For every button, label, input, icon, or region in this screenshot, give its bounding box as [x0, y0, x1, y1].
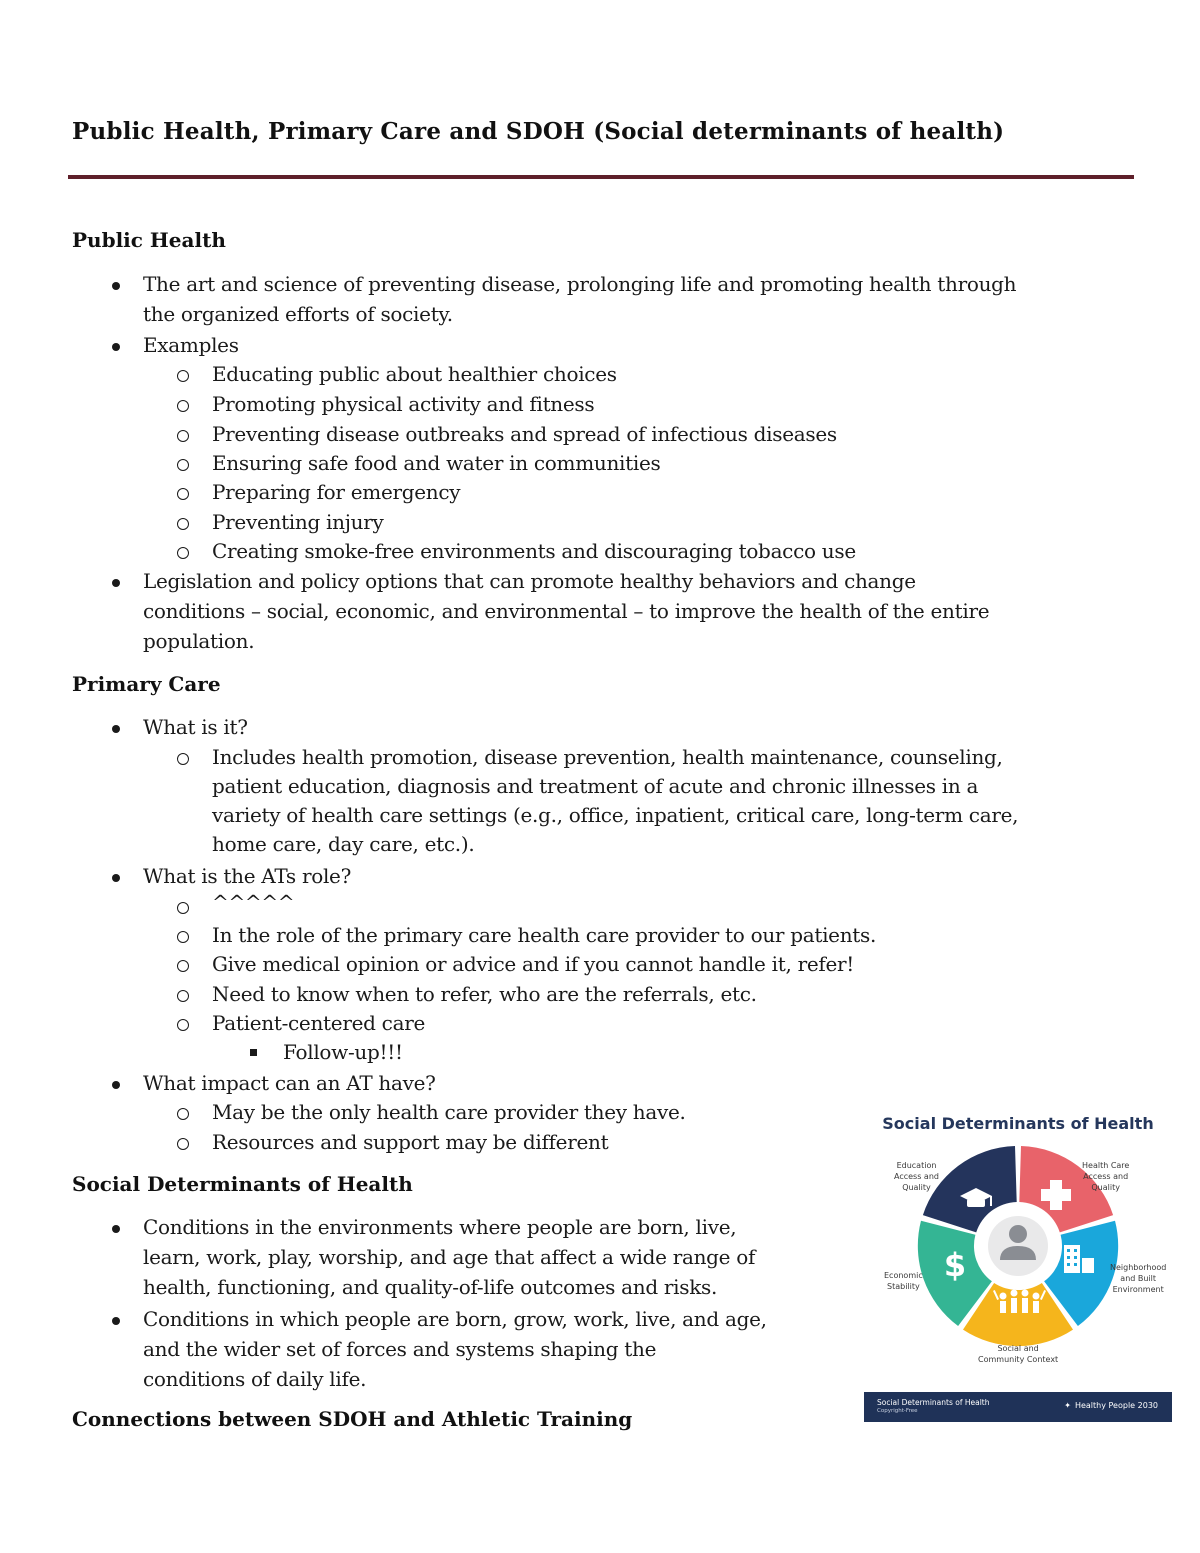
- impact-item: Resources and support may be different: [212, 1130, 609, 1154]
- bullet-icon: [112, 1317, 120, 1325]
- infographic-footer: [864, 1392, 1172, 1422]
- primary-care-definition-line: patient education, diagnosis and treatment of acute and chronic illnesses in a: [212, 774, 979, 798]
- bullet-icon: [112, 343, 120, 351]
- legislation-line: population.: [143, 629, 255, 653]
- sdoh-bullet-line: Conditions in the environments where people are born, live,: [143, 1215, 737, 1239]
- bullet-icon: [112, 725, 120, 733]
- sdoh-bullet-line: and the wider set of forces and systems shaping the: [143, 1337, 657, 1361]
- legislation-line: conditions – social, economic, and environmental – to improve the health of the entire: [143, 599, 990, 623]
- circle-bullet-icon: [177, 488, 189, 500]
- circle-bullet-icon: [177, 518, 189, 530]
- at-role-label: What is the ATs role?: [143, 864, 351, 888]
- example-item: Creating smoke-free environments and discouraging tobacco use: [212, 539, 856, 563]
- circle-bullet-icon: [177, 547, 189, 559]
- example-item: Preparing for emergency: [212, 480, 461, 504]
- role-item: Patient-centered care: [212, 1011, 425, 1035]
- role-item: Give medical opinion or advice and if you cannot handle it, refer!: [212, 952, 854, 976]
- example-item: Educating public about healthier choices: [212, 362, 617, 386]
- role-item: In the role of the primary care health care provider to our patients.: [212, 923, 877, 947]
- example-item: Promoting physical activity and fitness: [212, 392, 595, 416]
- label-social: Social and Community Context: [978, 1344, 1059, 1364]
- bullet-icon: [112, 874, 120, 882]
- bullet-icon: [112, 282, 120, 290]
- example-item: Ensuring safe food and water in communities: [212, 451, 661, 475]
- what-is-it-label: What is it?: [143, 715, 248, 739]
- label-neighborhood: Neighborhood and Built Environment: [1110, 1263, 1167, 1294]
- circle-bullet-icon: [177, 430, 189, 442]
- circle-bullet-icon: [177, 902, 189, 914]
- sdoh-bullet-line: learn, work, play, worship, and age that affect a wide range of: [143, 1245, 756, 1269]
- legislation-line: Legislation and policy options that can promote healthy behaviors and change: [143, 569, 916, 593]
- circle-bullet-icon: [177, 459, 189, 471]
- circle-bullet-icon: [177, 990, 189, 1002]
- sdoh-bullet-line: Conditions in which people are born, grow, work, live, and age,: [143, 1307, 767, 1331]
- square-bullet-icon: [250, 1049, 257, 1056]
- circle-bullet-icon: [177, 753, 189, 765]
- primary-care-definition-line: Includes health promotion, disease prevention, health maintenance, counseling,: [212, 745, 1003, 769]
- primary-care-definition-line: variety of health care settings (e.g., office, inpatient, critical care, long-term care,: [212, 803, 1019, 827]
- circle-bullet-icon: [177, 931, 189, 943]
- bullet-icon: [112, 1225, 120, 1233]
- circle-bullet-icon: [177, 400, 189, 412]
- example-item: Preventing disease outbreaks and spread of infectious diseases: [212, 422, 837, 446]
- role-item: ^^^^^: [212, 890, 295, 914]
- heading-primary-care: Primary Care: [72, 672, 221, 696]
- heading-public-health: Public Health: [72, 228, 226, 252]
- circle-bullet-icon: [177, 1108, 189, 1120]
- primary-care-definition-line: home care, day care, etc.).: [212, 832, 475, 856]
- circle-bullet-icon: [177, 1138, 189, 1150]
- label-health-care: Health Care Access and Quality: [1082, 1161, 1130, 1192]
- heading-connections: Connections between SDOH and Athletic Training: [72, 1407, 633, 1431]
- footer-source: Social Determinants of Health Copyright-Free: [877, 1398, 990, 1414]
- followup-item: Follow-up!!!: [283, 1040, 403, 1064]
- circle-bullet-icon: [177, 1019, 189, 1031]
- page-title: Public Health, Primary Care and SDOH (Social determinants of health): [72, 118, 1005, 145]
- role-item: Need to know when to refer, who are the referrals, etc.: [212, 982, 757, 1006]
- public-health-definition-line: The art and science of preventing disease, prolonging life and promoting health through: [143, 272, 1017, 296]
- footer-brand: ✦ Healthy People 2030: [1064, 1401, 1158, 1410]
- bullet-icon: [112, 579, 120, 587]
- healthy-people-logo-icon: ✦: [1064, 1401, 1071, 1410]
- sdoh-bullet-line: conditions of daily life.: [143, 1367, 367, 1391]
- example-item: Preventing injury: [212, 510, 384, 534]
- label-education: Education Access and Quality: [894, 1161, 939, 1192]
- circle-bullet-icon: [177, 370, 189, 382]
- circle-bullet-icon: [177, 960, 189, 972]
- impact-item: May be the only health care provider they have.: [212, 1100, 686, 1124]
- public-health-definition-line: the organized efforts of society.: [143, 302, 453, 326]
- impact-label: What impact can an AT have?: [143, 1071, 436, 1095]
- bullet-icon: [112, 1081, 120, 1089]
- heading-sdoh: Social Determinants of Health: [72, 1172, 413, 1196]
- title-divider: [68, 175, 1134, 179]
- label-economic: Economic Stability: [884, 1271, 923, 1291]
- infographic-title: Social Determinants of Health: [882, 1114, 1154, 1133]
- sdoh-bullet-line: health, functioning, and quality-of-life outcomes and risks.: [143, 1275, 718, 1299]
- examples-label: Examples: [143, 333, 239, 357]
- sdoh-infographic: [864, 1100, 1172, 1424]
- dollar-icon: $: [943, 1246, 967, 1284]
